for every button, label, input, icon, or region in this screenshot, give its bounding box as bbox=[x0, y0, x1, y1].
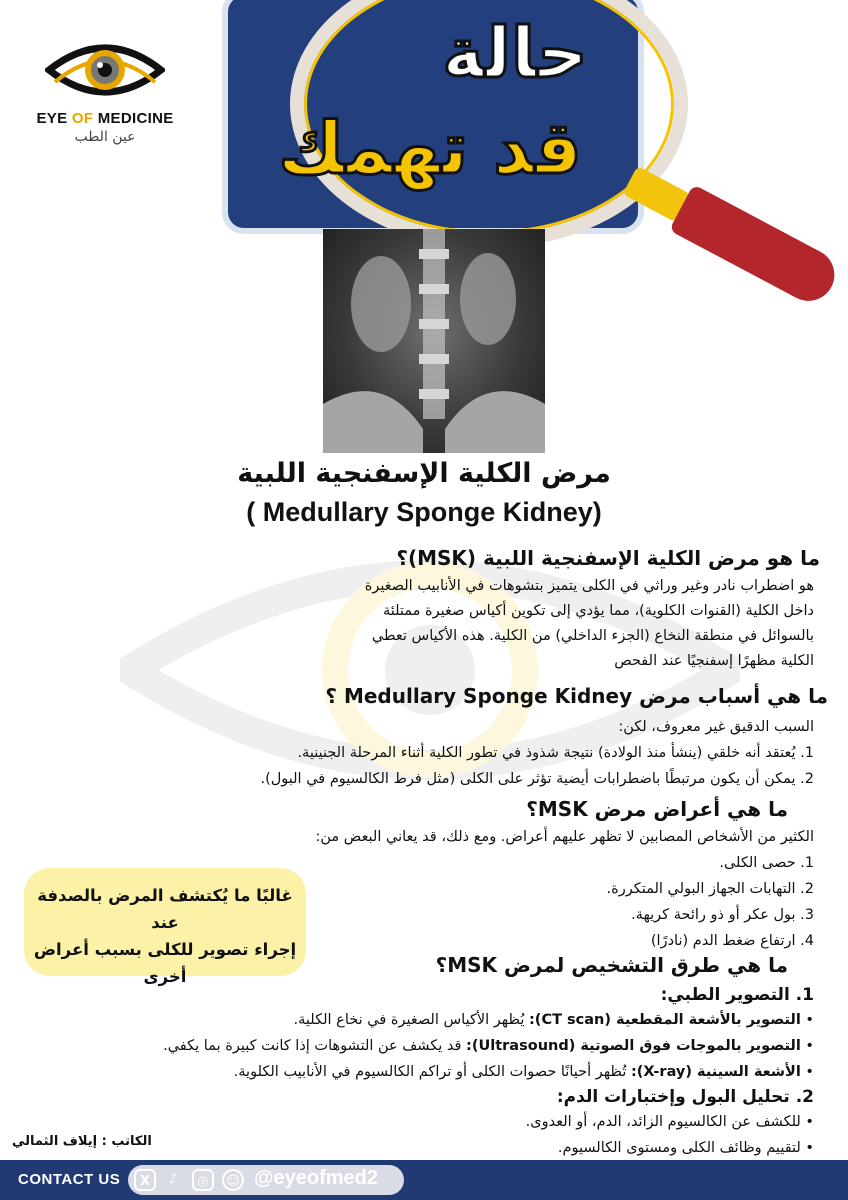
imaging-item: • الأشعة السينية (X-ray): تُظهر أحيانًا حصوات الكلى أو تراكم الكالسيوم في الأنابيب الكلوية. bbox=[233, 1064, 814, 1080]
imaging-item: • التصوير بالموجات فوق الصوتية (Ultrasound): قد يكشف عن التشوهات إذا كانت كبيرة بما يكفي. bbox=[163, 1038, 814, 1054]
x-icon[interactable]: X bbox=[134, 1169, 156, 1191]
test-item: • لتقييم وظائف الكلى ومستوى الكالسيوم. bbox=[557, 1140, 814, 1156]
symptom-item: 1. حصى الكلى. bbox=[719, 855, 814, 871]
logo-arabic-text: عين الطب bbox=[74, 129, 136, 145]
symptom-item: 2. التهابات الجهاز البولي المتكررة. bbox=[606, 881, 814, 897]
definition-line: داخل الكلية (القنوات الكلوية)، مما يؤدي إلى تكوين أكياس صغيرة ممتلئة bbox=[382, 603, 814, 619]
definition-line: الكلية مظهرًا إسفنجيًا عند الفحص bbox=[614, 653, 814, 669]
diagnosis-subheading: 2. تحليل البول وإختبارات الدم: bbox=[556, 1087, 814, 1107]
social-handle[interactable]: @eyeofmed2 bbox=[254, 1167, 378, 1189]
contact-us-label: CONTACT US bbox=[18, 1171, 121, 1188]
xray-illustration bbox=[323, 229, 545, 453]
footer-bar bbox=[0, 1160, 848, 1200]
snapchat-icon[interactable]: ☺ bbox=[222, 1169, 244, 1191]
symptom-item: 4. ارتفاع ضغط الدم (نادرًا) bbox=[650, 933, 814, 949]
symptom-item: 3. بول عكر أو ذو رائحة كريهة. bbox=[631, 907, 814, 923]
instagram-icon[interactable]: ◎ bbox=[192, 1169, 214, 1191]
brand-logo bbox=[30, 30, 180, 145]
definition-line: بالسوائل في منطقة النخاع (الجزء الداخلي) من الكلية. هذه الأكياس تعطي bbox=[371, 628, 814, 644]
kidney-xray-image bbox=[323, 229, 545, 453]
section-causes bbox=[8, 684, 828, 792]
section-causes-heading: ما هي أسباب مرض Medullary Sponge Kidney ؟ bbox=[325, 684, 828, 708]
note-line: إجراء تصوير للكلى بسبب أعراض bbox=[33, 940, 297, 959]
section-definition bbox=[28, 546, 828, 674]
test-item: • للكشف عن الكالسيوم الزائد، الدم، أو العدوى. bbox=[525, 1114, 814, 1130]
logo-english-text: EYE OF MEDICINE bbox=[36, 110, 174, 127]
section-symptoms-heading: ما هي أعراض مرض MSK؟ bbox=[526, 797, 788, 821]
causes-intro: السبب الدقيق غير معروف، لكن: bbox=[618, 719, 814, 735]
section-diagnosis-heading: ما هي طرق التشخيص لمرض MSK؟ bbox=[435, 953, 788, 977]
section-definition-heading: ما هو مرض الكلية الإسفنجية اللبية (MSK)؟ bbox=[396, 546, 820, 570]
imaging-item: • التصوير بالأشعة المقطعية (CT scan): يُظهر الأكياس الصغيرة في نخاع الكلية. bbox=[293, 1012, 814, 1028]
cause-item: 2. يمكن أن يكون مرتبطًا باضطرابات أيضية تؤثر على الكلى (مثل فرط الكالسيوم في البول). bbox=[260, 771, 814, 787]
title-arabic: مرض الكلية الإسفنجية اللبية bbox=[237, 458, 611, 489]
banner-line-2: قد تهمك bbox=[278, 106, 582, 190]
title-english: ( Medullary Sponge Kidney) bbox=[246, 497, 602, 527]
definition-line: هو اضطراب نادر وغير وراثي في الكلى يتميز بتشوهات في الأنابيب الصغيرة bbox=[364, 578, 814, 594]
cause-item: 1. يُعتقد أنه خلقي (ينشأ منذ الولادة) نتيجة شذوذ في تطور الكلية أثناء المرحلة الجنينية. bbox=[297, 745, 814, 761]
eye-logo-icon bbox=[45, 30, 165, 108]
note-line: غالبًا ما يُكتشف المرض بالصدفة عند bbox=[37, 886, 293, 932]
note-line: أخرى bbox=[143, 967, 187, 986]
social-pill bbox=[128, 1165, 404, 1195]
section-diagnosis bbox=[8, 953, 828, 1161]
tiktok-icon[interactable]: ♪ bbox=[168, 1172, 178, 1187]
magnifier-handle-icon bbox=[616, 154, 838, 310]
symptoms-intro: الكثير من الأشخاص المصابين لا تظهر عليهم أعراض. ومع ذلك، قد يعاني البعض من: bbox=[315, 829, 814, 845]
diagnosis-subheading: 1. التصوير الطبي: bbox=[660, 985, 814, 1005]
banner-line-1: حالة bbox=[442, 12, 588, 94]
author-credit: الكاتب : إيلاف الثمالي bbox=[12, 1134, 152, 1149]
